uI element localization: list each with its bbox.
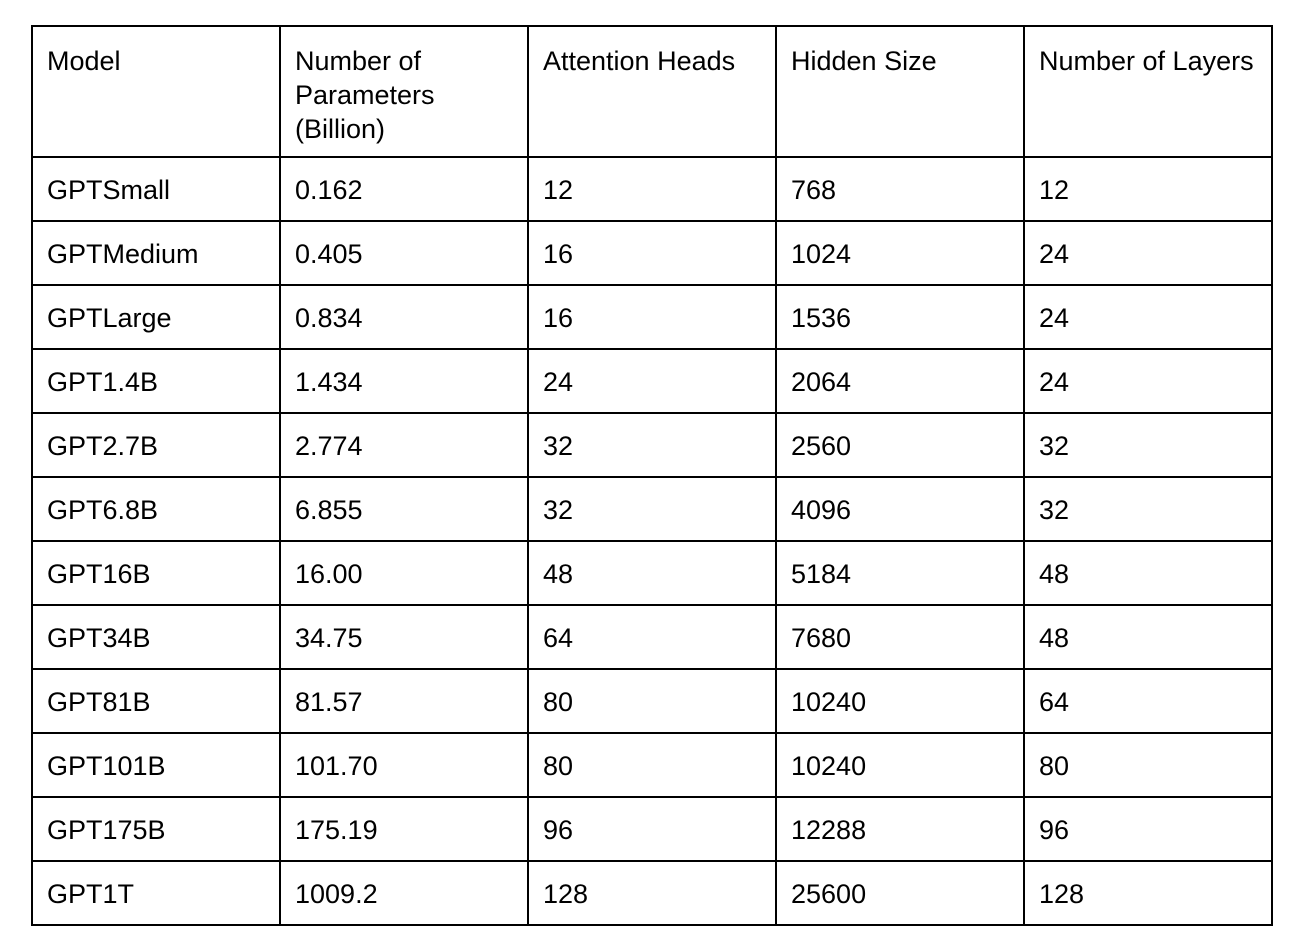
header-hidden-size-label: Hidden Size bbox=[791, 46, 937, 76]
table-row bbox=[32, 413, 1272, 477]
cell-parameters: 1.434 bbox=[280, 349, 528, 413]
cell-attention-heads: 16 bbox=[528, 285, 776, 349]
cell-attention-heads: 48 bbox=[528, 541, 776, 605]
cell-hidden-size: 768 bbox=[776, 157, 1024, 221]
table-row bbox=[32, 221, 1272, 285]
header-model bbox=[32, 26, 280, 157]
cell-layers: 48 bbox=[1024, 605, 1272, 669]
cell-hidden-size: 10240 bbox=[776, 733, 1024, 797]
cell-hidden-size: 2560 bbox=[776, 413, 1024, 477]
cell-hidden-size: 5184 bbox=[776, 541, 1024, 605]
cell-model: GPTLarge bbox=[32, 285, 280, 349]
cell-hidden-size: 4096 bbox=[776, 477, 1024, 541]
cell-attention-heads: 80 bbox=[528, 669, 776, 733]
cell-hidden-size: 2064 bbox=[776, 349, 1024, 413]
cell-layers: 12 bbox=[1024, 157, 1272, 221]
cell-parameters: 0.162 bbox=[280, 157, 528, 221]
cell-model: GPT175B bbox=[32, 797, 280, 861]
cell-layers: 128 bbox=[1024, 861, 1272, 925]
cell-attention-heads: 96 bbox=[528, 797, 776, 861]
cell-model: GPTSmall bbox=[32, 157, 280, 221]
table-row bbox=[32, 797, 1272, 861]
table-body bbox=[32, 157, 1272, 925]
cell-attention-heads: 64 bbox=[528, 605, 776, 669]
table-row bbox=[32, 733, 1272, 797]
cell-model: GPT101B bbox=[32, 733, 280, 797]
table-row bbox=[32, 157, 1272, 221]
table-row bbox=[32, 605, 1272, 669]
table-row bbox=[32, 285, 1272, 349]
cell-layers: 64 bbox=[1024, 669, 1272, 733]
cell-attention-heads: 128 bbox=[528, 861, 776, 925]
cell-parameters: 101.70 bbox=[280, 733, 528, 797]
header-layers-label: Number of Layers bbox=[1039, 46, 1254, 76]
header-model-label: Model bbox=[47, 46, 121, 76]
cell-hidden-size: 7680 bbox=[776, 605, 1024, 669]
cell-parameters: 81.57 bbox=[280, 669, 528, 733]
cell-hidden-size: 10240 bbox=[776, 669, 1024, 733]
cell-hidden-size: 1024 bbox=[776, 221, 1024, 285]
cell-hidden-size: 12288 bbox=[776, 797, 1024, 861]
cell-model: GPT81B bbox=[32, 669, 280, 733]
table-row bbox=[32, 541, 1272, 605]
cell-layers: 24 bbox=[1024, 349, 1272, 413]
header-hidden-size bbox=[776, 26, 1024, 157]
cell-layers: 32 bbox=[1024, 477, 1272, 541]
model-config-table bbox=[31, 25, 1273, 926]
cell-model: GPT1.4B bbox=[32, 349, 280, 413]
cell-model: GPT2.7B bbox=[32, 413, 280, 477]
cell-layers: 24 bbox=[1024, 221, 1272, 285]
cell-hidden-size: 25600 bbox=[776, 861, 1024, 925]
cell-attention-heads: 16 bbox=[528, 221, 776, 285]
cell-hidden-size: 1536 bbox=[776, 285, 1024, 349]
table-row bbox=[32, 669, 1272, 733]
cell-parameters: 0.834 bbox=[280, 285, 528, 349]
table-row bbox=[32, 349, 1272, 413]
cell-model: GPT16B bbox=[32, 541, 280, 605]
cell-parameters: 34.75 bbox=[280, 605, 528, 669]
cell-parameters: 6.855 bbox=[280, 477, 528, 541]
cell-parameters: 0.405 bbox=[280, 221, 528, 285]
table-row bbox=[32, 477, 1272, 541]
cell-model: GPT34B bbox=[32, 605, 280, 669]
cell-parameters: 16.00 bbox=[280, 541, 528, 605]
cell-attention-heads: 32 bbox=[528, 413, 776, 477]
cell-parameters: 175.19 bbox=[280, 797, 528, 861]
cell-model: GPT6.8B bbox=[32, 477, 280, 541]
cell-model: GPTMedium bbox=[32, 221, 280, 285]
cell-layers: 80 bbox=[1024, 733, 1272, 797]
cell-layers: 96 bbox=[1024, 797, 1272, 861]
header-attention-heads bbox=[528, 26, 776, 157]
cell-model: GPT1T bbox=[32, 861, 280, 925]
cell-parameters: 1009.2 bbox=[280, 861, 528, 925]
cell-layers: 48 bbox=[1024, 541, 1272, 605]
header-row bbox=[32, 26, 1272, 157]
table-header bbox=[32, 26, 1272, 157]
header-layers bbox=[1024, 26, 1272, 157]
header-parameters-label: Number of Parameters (Billion) bbox=[295, 46, 435, 144]
header-attention-heads-label: Attention Heads bbox=[543, 46, 736, 76]
cell-attention-heads: 24 bbox=[528, 349, 776, 413]
cell-layers: 24 bbox=[1024, 285, 1272, 349]
cell-layers: 32 bbox=[1024, 413, 1272, 477]
header-parameters bbox=[280, 26, 528, 157]
cell-attention-heads: 12 bbox=[528, 157, 776, 221]
cell-parameters: 2.774 bbox=[280, 413, 528, 477]
cell-attention-heads: 80 bbox=[528, 733, 776, 797]
cell-attention-heads: 32 bbox=[528, 477, 776, 541]
table-row bbox=[32, 861, 1272, 925]
